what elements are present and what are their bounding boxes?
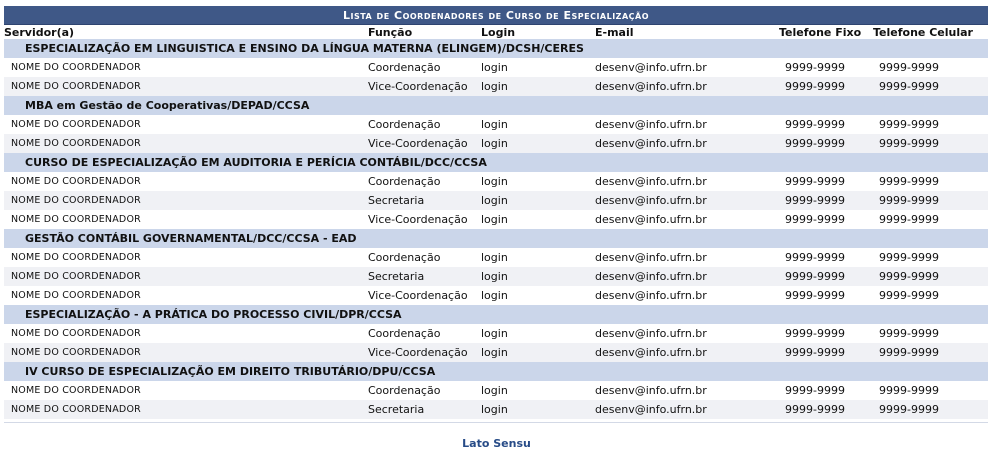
table-row: [4, 324, 988, 343]
header-telefone-fixo: Telefone Fixo: [779, 25, 873, 40]
column-headers: [4, 25, 988, 40]
table-row: [4, 286, 988, 305]
course-name: CURSO DE ESPECIALIZAÇÃO EM AUDITORIA E PERÍCIA CONTÁBIL/DCC/CCSA: [4, 153, 988, 172]
cell-telefone-celular: 9999-9999: [873, 324, 988, 343]
course-group-row: [4, 305, 988, 324]
course-group-row: [4, 229, 988, 248]
cell-telefone-fixo: 9999-9999: [779, 134, 873, 153]
cell-telefone-fixo: 9999-9999: [779, 115, 873, 134]
course-name: MBA em Gestão de Cooperativas/DEPAD/CCSA: [4, 96, 988, 115]
cell-telefone-fixo: 9999-9999: [779, 77, 873, 96]
table-row: [4, 58, 988, 77]
cell-telefone-celular: 9999-9999: [873, 400, 988, 419]
cell-login: login: [481, 381, 595, 400]
cell-telefone-fixo: 9999-9999: [779, 58, 873, 77]
cell-telefone-fixo: 9999-9999: [779, 343, 873, 362]
cell-login: login: [481, 267, 595, 286]
table-row: [4, 381, 988, 400]
cell-telefone-celular: 9999-9999: [873, 191, 988, 210]
cell-telefone-celular: 9999-9999: [873, 77, 988, 96]
cell-servidor: NOME DO COORDENADOR: [4, 400, 368, 419]
cell-email: desenv@info.ufrn.br: [595, 381, 779, 400]
course-group-row: [4, 362, 988, 381]
cell-funcao: Vice-Coordenação: [368, 286, 481, 305]
cell-telefone-celular: 9999-9999: [873, 172, 988, 191]
cell-funcao: Secretaria: [368, 191, 481, 210]
cell-telefone-celular: 9999-9999: [873, 343, 988, 362]
cell-funcao: Coordenação: [368, 58, 481, 77]
cell-servidor: NOME DO COORDENADOR: [4, 286, 368, 305]
cell-email: desenv@info.ufrn.br: [595, 400, 779, 419]
cell-telefone-fixo: 9999-9999: [779, 381, 873, 400]
cell-funcao: Secretaria: [368, 400, 481, 419]
cell-telefone-celular: 9999-9999: [873, 248, 988, 267]
cell-telefone-fixo: 9999-9999: [779, 248, 873, 267]
cell-email: desenv@info.ufrn.br: [595, 172, 779, 191]
cell-login: login: [481, 58, 595, 77]
cell-telefone-celular: 9999-9999: [873, 267, 988, 286]
cell-email: desenv@info.ufrn.br: [595, 248, 779, 267]
course-group-row: [4, 153, 988, 172]
table-title: Lista de Coordenadores de Curso de Especialização: [4, 6, 988, 25]
table-row: [4, 343, 988, 362]
cell-servidor: NOME DO COORDENADOR: [4, 58, 368, 77]
cell-telefone-fixo: 9999-9999: [779, 286, 873, 305]
cell-funcao: Secretaria: [368, 267, 481, 286]
table-row: [4, 77, 988, 96]
cell-funcao: Coordenação: [368, 248, 481, 267]
cell-login: login: [481, 324, 595, 343]
cell-funcao: Vice-Coordenação: [368, 343, 481, 362]
cell-login: login: [481, 343, 595, 362]
cell-login: login: [481, 286, 595, 305]
cell-email: desenv@info.ufrn.br: [595, 191, 779, 210]
cell-telefone-fixo: 9999-9999: [779, 210, 873, 229]
cell-login: login: [481, 172, 595, 191]
table-row: [4, 248, 988, 267]
table-row: [4, 400, 988, 419]
cell-telefone-fixo: 9999-9999: [779, 400, 873, 419]
course-group-row: [4, 39, 988, 58]
cell-email: desenv@info.ufrn.br: [595, 343, 779, 362]
coordinators-table: [4, 6, 988, 419]
cell-servidor: NOME DO COORDENADOR: [4, 77, 368, 96]
course-group-row: [4, 96, 988, 115]
header-login: Login: [481, 25, 595, 40]
cell-telefone-celular: 9999-9999: [873, 134, 988, 153]
cell-email: desenv@info.ufrn.br: [595, 267, 779, 286]
lato-sensu-link[interactable]: Lato Sensu: [462, 437, 531, 450]
table-bottom-divider: [4, 422, 988, 423]
cell-login: login: [481, 210, 595, 229]
cell-login: login: [481, 400, 595, 419]
cell-email: desenv@info.ufrn.br: [595, 210, 779, 229]
cell-servidor: NOME DO COORDENADOR: [4, 324, 368, 343]
cell-servidor: NOME DO COORDENADOR: [4, 172, 368, 191]
cell-servidor: NOME DO COORDENADOR: [4, 191, 368, 210]
cell-telefone-celular: 9999-9999: [873, 58, 988, 77]
cell-servidor: NOME DO COORDENADOR: [4, 134, 368, 153]
cell-login: login: [481, 115, 595, 134]
table-row: [4, 191, 988, 210]
cell-email: desenv@info.ufrn.br: [595, 77, 779, 96]
header-funcao: Função: [368, 25, 481, 40]
cell-servidor: NOME DO COORDENADOR: [4, 381, 368, 400]
cell-email: desenv@info.ufrn.br: [595, 115, 779, 134]
course-name: IV CURSO DE ESPECIALIZAÇÃO EM DIREITO TRIBUTÁRIO/DPU/CCSA: [4, 362, 988, 381]
cell-telefone-celular: 9999-9999: [873, 210, 988, 229]
header-servidor: Servidor(a): [4, 25, 368, 40]
cell-servidor: NOME DO COORDENADOR: [4, 267, 368, 286]
header-email: E-mail: [595, 25, 779, 40]
table-body: [4, 39, 988, 419]
cell-funcao: Coordenação: [368, 172, 481, 191]
cell-telefone-celular: 9999-9999: [873, 286, 988, 305]
cell-funcao: Vice-Coordenação: [368, 134, 481, 153]
cell-funcao: Vice-Coordenação: [368, 77, 481, 96]
cell-telefone-fixo: 9999-9999: [779, 191, 873, 210]
cell-telefone-celular: 9999-9999: [873, 381, 988, 400]
course-name: ESPECIALIZAÇÃO EM LINGUISTICA E ENSINO DA LÍNGUA MATERNA (ELINGEM)/DCSH/CERES: [4, 39, 988, 58]
table-row: [4, 267, 988, 286]
cell-telefone-celular: 9999-9999: [873, 115, 988, 134]
cell-email: desenv@info.ufrn.br: [595, 324, 779, 343]
cell-funcao: Coordenação: [368, 381, 481, 400]
cell-funcao: Vice-Coordenação: [368, 210, 481, 229]
cell-login: login: [481, 77, 595, 96]
table-row: [4, 172, 988, 191]
header-telefone-celular: Telefone Celular: [873, 25, 988, 40]
table-row: [4, 210, 988, 229]
cell-login: login: [481, 248, 595, 267]
cell-servidor: NOME DO COORDENADOR: [4, 115, 368, 134]
cell-email: desenv@info.ufrn.br: [595, 134, 779, 153]
course-name: ESPECIALIZAÇÃO - A PRÁTICA DO PROCESSO CIVIL/DPR/CCSA: [4, 305, 988, 324]
cell-telefone-fixo: 9999-9999: [779, 172, 873, 191]
cell-funcao: Coordenação: [368, 324, 481, 343]
cell-login: login: [481, 134, 595, 153]
cell-telefone-fixo: 9999-9999: [779, 324, 873, 343]
cell-funcao: Coordenação: [368, 115, 481, 134]
cell-servidor: NOME DO COORDENADOR: [4, 210, 368, 229]
cell-telefone-fixo: 9999-9999: [779, 267, 873, 286]
cell-email: desenv@info.ufrn.br: [595, 286, 779, 305]
table-row: [4, 134, 988, 153]
cell-servidor: NOME DO COORDENADOR: [4, 248, 368, 267]
course-name: GESTÃO CONTÁBIL GOVERNAMENTAL/DCC/CCSA - EAD: [4, 229, 988, 248]
cell-login: login: [481, 191, 595, 210]
cell-servidor: NOME DO COORDENADOR: [4, 343, 368, 362]
cell-email: desenv@info.ufrn.br: [595, 58, 779, 77]
table-row: [4, 115, 988, 134]
